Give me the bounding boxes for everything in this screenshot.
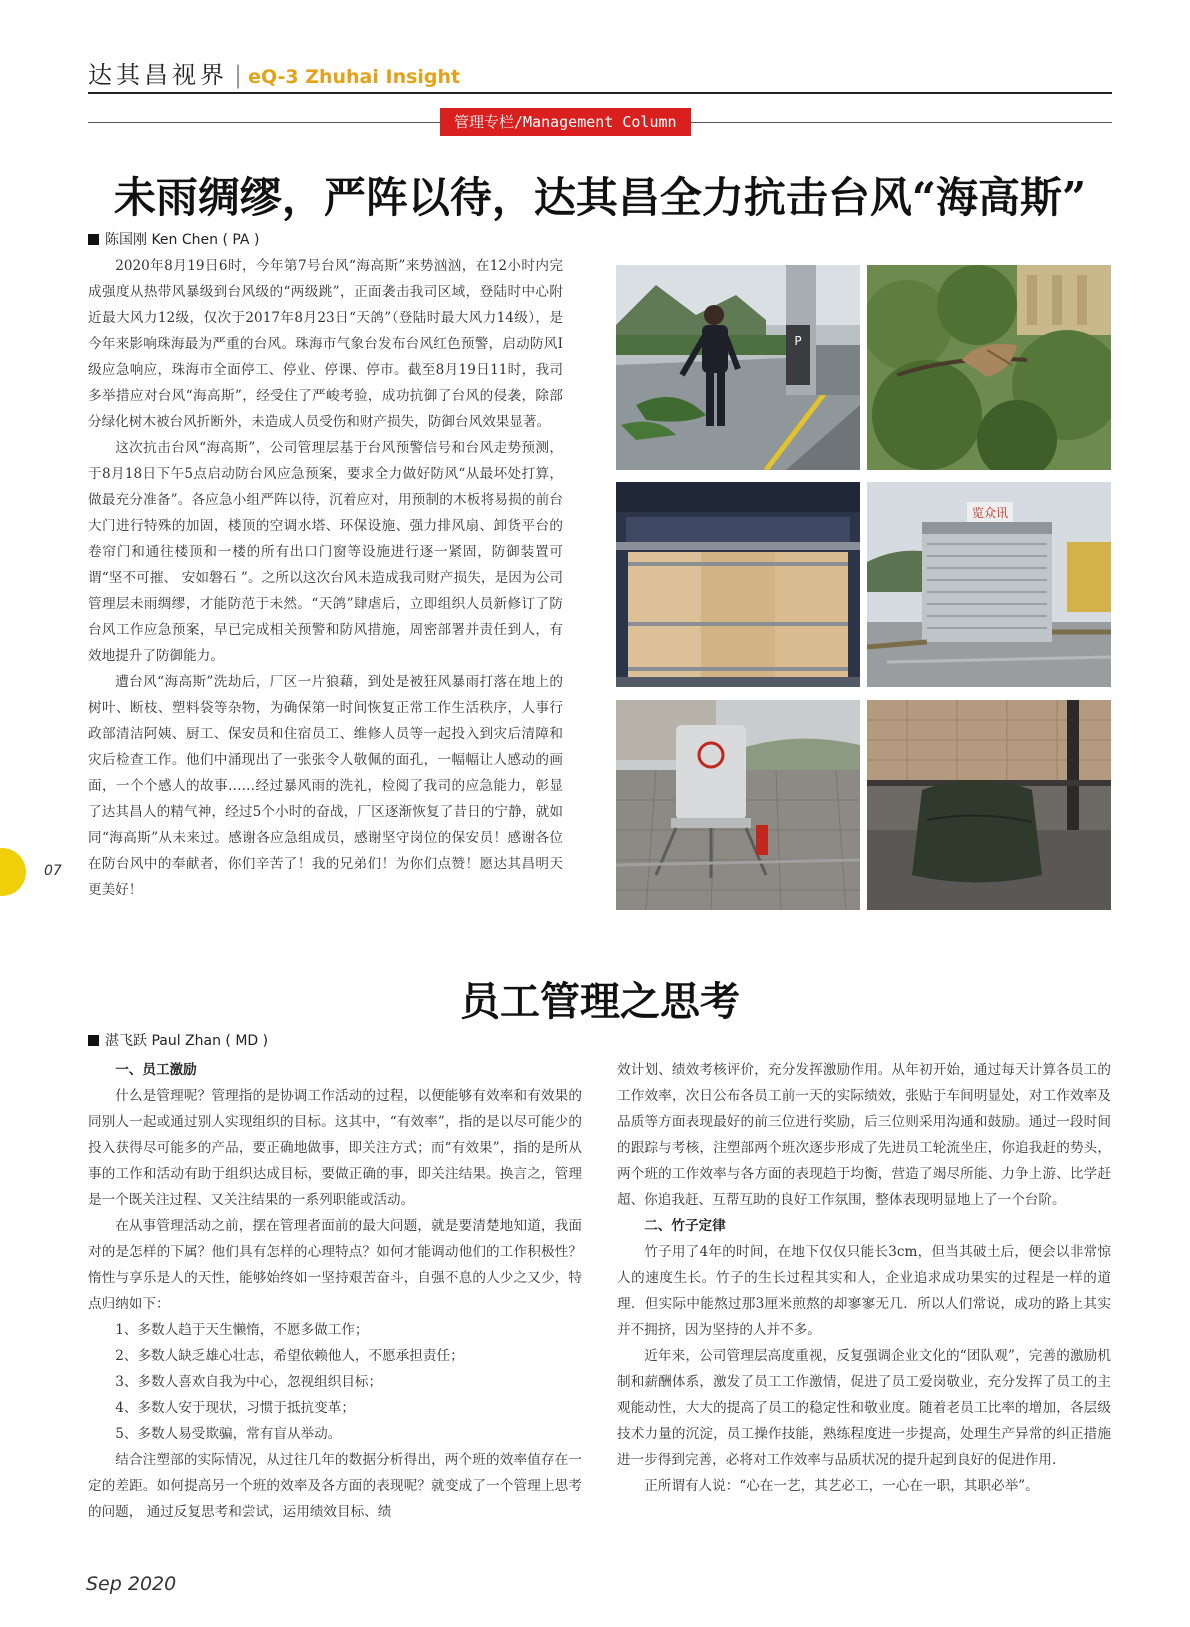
- article2-paragraph: 在从事管理活动之前，摆在管理者面前的最大问题，就是要清楚地知道，我面对的是怎样的下属？他们具有怎样的心理特点？如何才能调动他们的工作积极性？惰性与享乐是人的天性，能够始终如一坚持艰苦奋斗，自强不息的人少之又少，特点归纳如下：: [88, 1218, 582, 1312]
- article2-paragraph: 结合注塑部的实际情况，从过往几年的数据分析得出，两个班的效率值存在一定的差距。如何提高另一个班的效率及各方面的表现呢？就变成了一个管理上思考的问题， 通过反复思考和尝试，运用绩效目标、绩: [88, 1452, 582, 1520]
- issue-date: Sep 2020: [86, 1573, 177, 1595]
- article2-byline: [88, 1030, 268, 1050]
- section-heading: 二、竹子定律: [644, 1218, 726, 1234]
- photo-broken-tree: [867, 265, 1111, 470]
- page-number-dot: [0, 848, 26, 896]
- photo-boarded-door: [616, 482, 860, 687]
- list-item: 3、多数人喜欢自我为中心，忽视组织目标；: [115, 1374, 383, 1390]
- article2-byline-text: 湛飞跃 Paul Zhan ( MD ): [105, 1033, 269, 1049]
- list-item: 2、多数人缺乏雄心壮志，希望依赖他人，不愿承担责任；: [115, 1348, 464, 1364]
- photo-tank-svg: [616, 700, 860, 910]
- photo-sandbag-window: [867, 700, 1111, 910]
- article1-paragraph: 这次抗击台风“海高斯”，公司管理层基于台风预警信号和台风走势预测，于8月18日下午5点启动防台风应急预案，要求全力做好防风“从最坏处打算，做最充分准备”。各应急小组严阵以待，沉着应对，用预制的木板将易损的前台大门进行特殊的加固，楼顶的空调水塔、环保设施、强力排风扇、卸货平台的卷帘门和通往楼顶和一楼的所有出口门窗等设施进行逐一紧固，防御装置可谓“坚不可摧、 安如磐石 ”。之所以这次台风未造成我司财产损失，是因为公司管理层未雨绸缪，才能防范于未然。“天鸽”肆虐后，立即组织人员新修订了防台风工作应急预案，早已完成相关预警和防风措施，周密部署并责任到人，有效地提升了防御能力。: [88, 440, 563, 664]
- photo-sandbag-svg: [867, 700, 1111, 910]
- masthead-en: eQ-3 Zhuhai Insight: [248, 66, 461, 88]
- masthead: [88, 55, 460, 90]
- article1-byline-text: 陈国刚 Ken Chen ( PA ): [105, 232, 260, 248]
- masthead-cn: 达其昌视界: [88, 61, 228, 89]
- article2-left-column: [88, 1057, 582, 1525]
- article2-right-column: [617, 1057, 1111, 1499]
- page-number: 07: [44, 863, 62, 879]
- parking-sign-letter: P: [794, 334, 802, 348]
- header-rule: [88, 92, 1112, 94]
- section-heading: 一、员工激励: [115, 1062, 197, 1078]
- photo-rooftop-cooling-tower: [867, 482, 1111, 687]
- photo-guard-svg: [616, 265, 860, 470]
- column-tag: 管理专栏/Management Column: [440, 108, 691, 136]
- photo-cooling-tower-svg: [867, 482, 1111, 687]
- byline-square-icon: [88, 1035, 99, 1046]
- article1-paragraph: 2020年8月19日6时，今年第7号台风“海高斯”来势汹汹，在12小时内完成强度从热带风暴级到台风级的“两级跳”，正面袭击我司区域，登陆时中心附近最大风力12级，仅次于2017年8月23日“天鸽”（登陆时最大风力14级），是今年来影响珠海最为严重的台风。珠海市气象台发布台风红色预警，启动防风Ⅰ级应急响应，珠海市全面停工、停业、停课、停市。截至8月19日11时，我司多举措应对台风“海高斯”，经受住了严峻考验，成功抗御了台风的侵袭，除部分绿化树木被台风折断外，未造成人员受伤和财产损失，防御台风效果显著。: [88, 258, 563, 430]
- photo-guard-clearing-branches: [616, 265, 860, 470]
- article2-title: 员工管理之思考: [460, 978, 740, 1025]
- article2-paragraph: 什么是管理呢？管理指的是协调工作活动的过程，以便能够有效率和有效果的同别人一起或通过别人实现组织的目标。这其中，“有效率”，指的是以尽可能少的投入获得尽可能多的产品，要正确地做事，即关注方式；而“有效果”，指的是所从事的工作和活动有助于组织达成目标，要做正确的事，即关注结果。换言之，管理是一个既关注过程、又关注结果的一系列职能或活动。: [88, 1088, 582, 1208]
- article1-body: [88, 253, 563, 903]
- article1-byline: [88, 229, 259, 249]
- masthead-separator: |: [234, 61, 243, 89]
- tower-sign-text: 览众讯: [971, 506, 1009, 520]
- article2-paragraph: 近年来，公司管理层高度重视，反复强调企业文化的“团队观”，完善的激励机制和薪酬体系，激发了员工工作激情，促进了员工爱岗敬业，充分发挥了员工的主观能动性，大大的提高了员工的稳定性和敬业度。随着老员工比率的增加，各层级技术力量的沉淀，员工操作技能，熟练程度进一步提高，处理生产异常的纠正措施进一步得到完善，必将对工作效率与品质状况的提升起到良好的促进作用.: [617, 1348, 1111, 1468]
- article1-paragraph: 遭台风“海高斯”洗劫后，厂区一片狼藉，到处是被狂风暴雨打落在地上的树叶、断枝、塑料袋等杂物，为确保第一时间恢复正常工作生活秩序，人事行政部清洁阿姨、厨工、保安员和住宿员工、维修人员等一起投入到灾后清障和灾后检查工作。他们中涌现出了一张张令人敬佩的面孔，一幅幅让人感动的画面，一个个感人的故事……经过暴风雨的洗礼，检阅了我司的应急能力，彰显了达其昌人的精气神，经过5个小时的奋战，厂区逐渐恢复了昔日的宁静，就如同“海高斯”从未来过。感谢各应急组成员，感谢坚守岗位的保安员！感谢各位在防台风中的奉献者，你们辛苦了！我的兄弟们！为你们点赞！愿达其昌明天更美好！: [88, 674, 563, 898]
- article2-paragraph: 效计划、绩效考核评价，充分发挥激励作用。从年初开始，通过每天计算各员工的工作效率，次日公布各员工前一天的实际绩效，张贴于车间明显处，对工作效率及品质等方面表现最好的前三位进行奖励，后三位则采用沟通和鼓励。通过一段时间的跟踪与考核，注塑部两个班次逐步形成了先进员工轮流坐庄，你追我赶的势头，两个班的工作效率与各方面的表现趋于均衡，营造了竭尽所能、力争上游、比学赶超、你追我赶、互帮互助的良好工作氛围，整体表现明显地上了一个台阶。: [617, 1062, 1111, 1208]
- list-item: 1、多数人趋于天生懒惰，不愿多做工作；: [115, 1322, 369, 1338]
- byline-square-icon: [88, 234, 99, 245]
- list-item: 4、多数人安于现状，习惯于抵抗变革；: [115, 1400, 355, 1416]
- article2-paragraph: 正所谓有人说：“心在一艺，其艺必工，一心在一职，其职必举”。: [644, 1478, 1039, 1494]
- article1-title: 未雨绸缪，严阵以待，达其昌全力抗击台风“海高斯”: [113, 173, 1087, 222]
- list-item: 5、多数人易受欺骗，常有盲从举动。: [115, 1426, 342, 1442]
- photo-tree-svg: [867, 265, 1111, 470]
- article2-paragraph: 竹子用了4年的时间，在地下仅仅只能长3cm，但当其破土后，便会以非常惊人的速度生长。竹子的生长过程其实和人，企业追求成功果实的过程是一样的道理．但实际中能熬过那3厘米煎熬的却寥寥无几．所以人们常说，成功的路上其实并不拥挤，因为坚持的人并不多。: [617, 1244, 1111, 1338]
- photo-door-svg: [616, 482, 860, 687]
- photo-rooftop-tank: [616, 700, 860, 910]
